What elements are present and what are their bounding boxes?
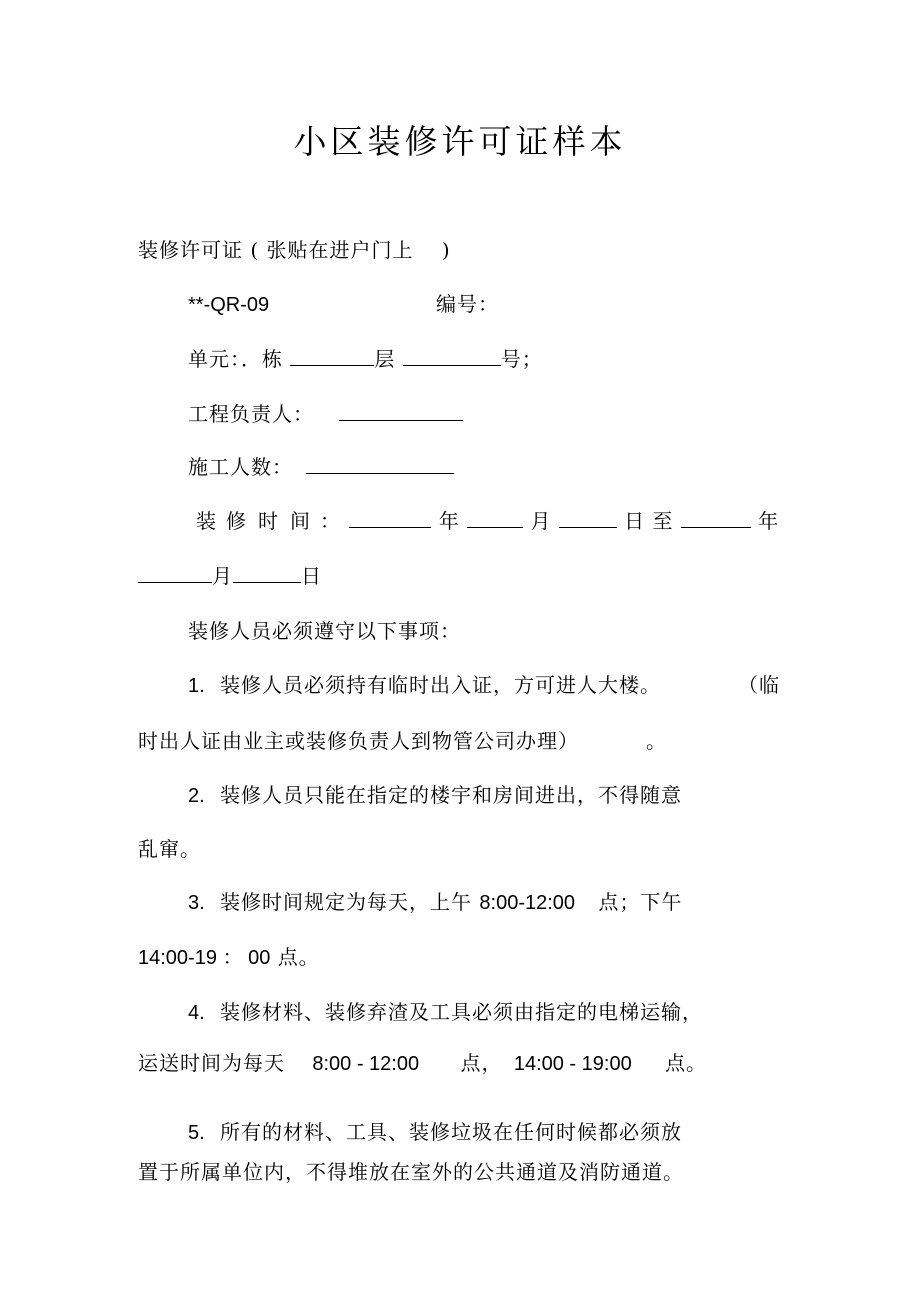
serial-number-label: 编号： [436,292,499,316]
rule-3-cont [138,943,320,972]
period-label-char: 间 [290,509,311,533]
rule-number: 2. [188,785,205,807]
manager-line [188,400,463,428]
rule-text: 装修人员只能在指定的楼宇和房间进出，不得随意 [220,783,683,807]
rule-text: 装修人员必须持有临时出入证，方可进人大楼。 [220,673,662,697]
day-label: 日 [624,509,646,533]
form-code: **-QR-09 [188,294,270,316]
start-year-blank [349,507,431,528]
end-year-label: 年 [758,509,780,533]
rule-text: 点， [460,1051,503,1075]
to-label: 至 [652,509,674,533]
manager-blank [339,400,463,421]
rule-number: 4. [188,1002,205,1024]
workers-blank [306,453,454,474]
document-title: 小区装修许可证样本 [293,122,627,161]
rule-2-cont: 乱窜。 [138,837,201,861]
room-blank [403,345,501,366]
rule-text: 运送时间为每天 [138,1051,285,1075]
end-month-blank [138,562,212,583]
unit-line [188,345,543,373]
rule-5-cont: 置于所属单位内，不得堆放在室外的公共通道及消防通道。 [138,1160,684,1184]
rule-1 [188,671,661,700]
rule-4-cont [138,1049,707,1078]
period-label-char: 修 [226,509,247,533]
period-line-2 [138,562,322,590]
start-month-blank [467,507,523,528]
rule-1-end: 。 [646,729,667,753]
rule-time: 14:00-19 ： 00 [138,947,271,969]
rule-5 [188,1118,682,1147]
rule-4 [188,998,703,1027]
end-day-label: 日 [301,564,322,588]
rule-text: 所有的材料、工具、装修垃圾在任何时候都必须放 [220,1120,683,1144]
manager-label: 工程负责人： [188,402,314,426]
end-month-label: 月 [212,564,233,588]
rule-number: 1. [188,675,205,697]
rule-1-cont: 时出人证由业主或装修负责人到物管公司办理） [138,729,579,753]
rule-text: 点。 [277,945,320,969]
form-code-line [188,290,269,319]
workers-label: 施工人数： [188,455,293,479]
rule-time: 8:00 - 12:00 [312,1053,420,1075]
rule-time: 14:00 - 19:00 [513,1053,632,1075]
end-year-blank [681,507,751,528]
period-label-char: 时 [258,509,279,533]
year-label: 年 [438,509,460,533]
start-day-blank [559,507,617,528]
rule-1-bracket: （临 [738,673,780,697]
period-label-char: 装 [196,509,217,533]
rule-2 [188,781,682,810]
period-label-char: ： [320,509,341,533]
room-label: 号； [500,347,543,371]
floor-blank [290,345,374,366]
rule-text: 点。 [665,1051,708,1075]
rule-number: 3. [188,892,205,914]
rule-3 [188,888,682,917]
rule-number: 5. [188,1122,205,1144]
rule-text: 点；下午 [598,890,683,914]
end-day-blank [233,562,301,583]
month-label: 月 [530,509,552,533]
unit-prefix: 单元：．栋 [188,347,283,371]
workers-line [188,453,454,481]
rule-text: 装修时间规定为每天，上午 [220,890,473,914]
period-line [196,507,779,535]
rules-intro: 装修人员必须遵守以下事项： [188,619,461,643]
permit-heading: 装修许可证 ( 张贴在进户门上 ) [138,238,451,262]
floor-label: 层 [374,347,396,371]
rule-time: 8:00-12:00 [479,892,576,914]
rule-text: 装修材料、装修弃渣及工具必须由指定的电梯运输， [220,1000,704,1024]
